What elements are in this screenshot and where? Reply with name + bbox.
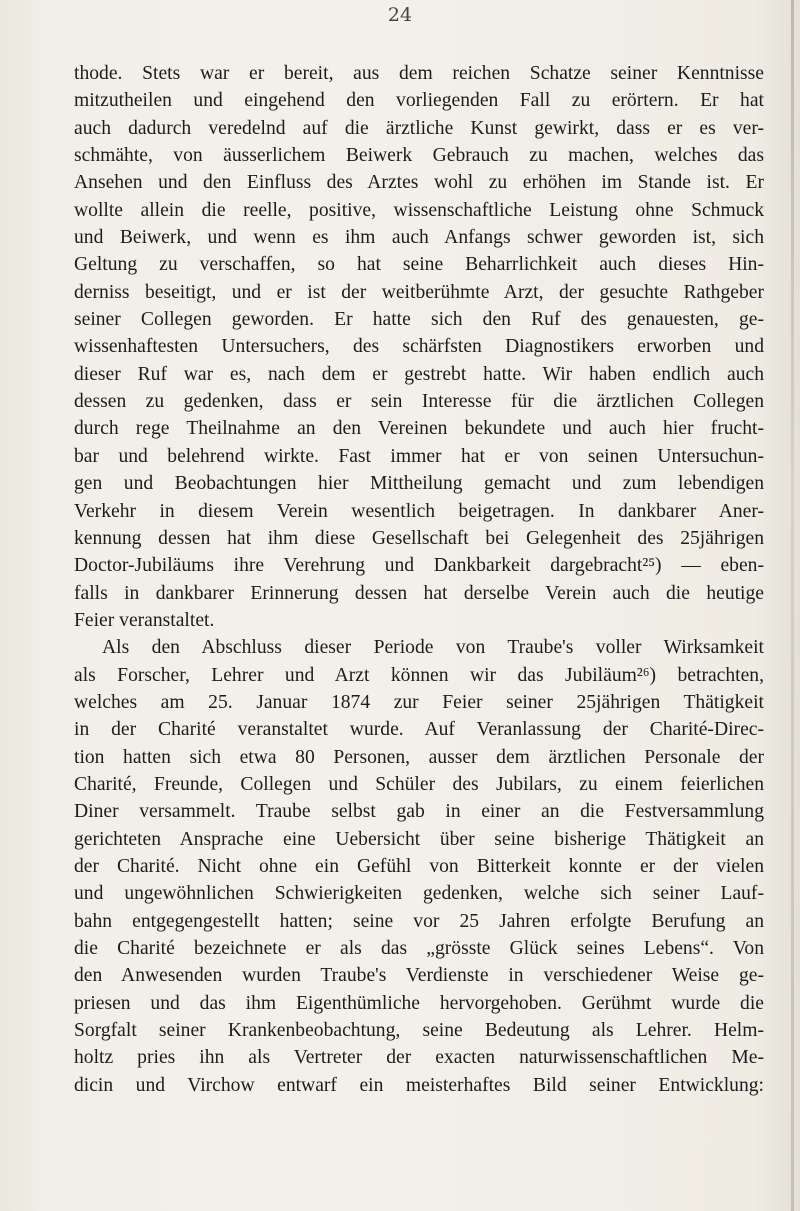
text-line: der Charité. Nicht ohne ein Gefühl von Bitterkeit konnte er der vielen (74, 855, 764, 877)
page-edge-shadow (791, 0, 794, 1211)
paragraph-start-line: Als den Abschluss dieser Periode von Traube's voller Wirksamkeit (102, 637, 764, 659)
text-line: in der Charité veranstaltet wurde. Auf Veranlassung der Charité-Direc- (74, 719, 764, 741)
text-line: als Forscher, Lehrer und Arzt können wir das Jubiläum²⁶) betrachten, (74, 664, 764, 686)
text-line: bar und belehrend wirkte. Fast immer hat er von seinen Untersuchun- (74, 445, 764, 467)
text-line: bahn entgegengestellt hatten; seine vor 25 Jahren erfolgte Berufung an (74, 910, 764, 932)
text-line: welches am 25. Januar 1874 zur Feier seiner 25jährigen Thätigkeit (74, 691, 764, 713)
text-line: gen und Beobachtungen hier Mittheilung gemacht und zum lebendigen (74, 473, 764, 495)
text-line: mitzutheilen und eingehend den vorliegenden Fall zu erörtern. Er hat (74, 90, 764, 112)
text-line: falls in dankbarer Erinnerung dessen hat derselbe Verein auch die heutige (74, 582, 764, 604)
text-line: holtz pries ihn als Vertreter der exacten naturwissenschaftlichen Me- (74, 1047, 764, 1069)
paragraph-end-line: Feier veranstaltet. (74, 609, 215, 631)
text-line: den Anwesenden wurden Traube's Verdienste in verschiedener Weise ge- (74, 965, 764, 987)
body-text (74, 60, 764, 1099)
text-line: schmähte, von äusserlichem Beiwerk Gebrauch zu machen, welches das (74, 145, 764, 167)
text-line: dieser Ruf war es, nach dem er gestrebt hatte. Wir haben endlich auch (74, 363, 764, 385)
text-line: seiner Collegen geworden. Er hatte sich den Ruf des genauesten, ge- (74, 309, 764, 331)
text-line: Verkehr in diesem Verein wesentlich beigetragen. In dankbarer Aner- (74, 500, 764, 522)
text-line: Diner versammelt. Traube selbst gab in einer an die Festversammlung (74, 801, 764, 823)
text-line: derniss beseitigt, und er ist der weitberühmte Arzt, der gesuchte Rathgeber (74, 281, 764, 303)
text-line: dessen zu gedenken, dass er sein Interesse für die ärztlichen Collegen (74, 391, 764, 413)
text-line: Ansehen und den Einfluss des Arztes wohl zu erhöhen im Stande ist. Er (74, 172, 764, 194)
text-line: wollte allein die reelle, positive, wissenschaftliche Leistung ohne Schmuck (74, 199, 764, 221)
text-line: Sorgfalt seiner Krankenbeobachtung, seine Bedeutung als Lehrer. Helm- (74, 1020, 764, 1042)
page-number: 24 (387, 4, 413, 26)
text-line: kennung dessen hat ihm diese Gesellschaft bei Gelegenheit des 25jährigen (74, 527, 764, 549)
text-line: die Charité bezeichnete er als das „grösste Glück seines Lebens“. Von (74, 938, 764, 959)
text-line: thode. Stets war er bereit, aus dem reichen Schatze seiner Kenntnisse (74, 63, 764, 84)
text-line: auch dadurch veredelnd auf die ärztliche Kunst gewirkt, dass er es ver- (74, 117, 764, 139)
text-line: durch rege Theilnahme an den Vereinen bekundete und auch hier frucht- (74, 418, 764, 440)
text-line: und ungewöhnlichen Schwierigkeiten gedenken, welche sich seiner Lauf- (74, 883, 764, 905)
text-line: Charité, Freunde, Collegen und Schüler des Jubilars, zu einem feierlichen (74, 773, 764, 795)
text-line: Geltung zu verschaffen, so hat seine Beharrlichkeit auch dieses Hin- (74, 254, 764, 276)
text-line: und Beiwerk, und wenn es ihm auch Anfangs schwer geworden ist, sich (74, 227, 764, 249)
text-line: tion hatten sich etwa 80 Personen, ausser dem ärztlichen Personale der (74, 746, 764, 768)
text-line: gerichteten Ansprache eine Uebersicht über seine bisherige Thätigkeit an (74, 828, 764, 850)
text-line: Doctor-Jubiläums ihre Verehrung und Dankbarkeit dargebracht²⁵) — eben- (74, 555, 764, 577)
text-line: wissenhaftesten Untersuchers, des schärfsten Diagnostikers erworben und (74, 336, 764, 358)
text-line: priesen und das ihm Eigenthümliche hervorgehoben. Gerühmt wurde die (74, 992, 764, 1014)
text-line: dicin und Virchow entwarf ein meisterhaftes Bild seiner Entwicklung: (74, 1074, 764, 1096)
